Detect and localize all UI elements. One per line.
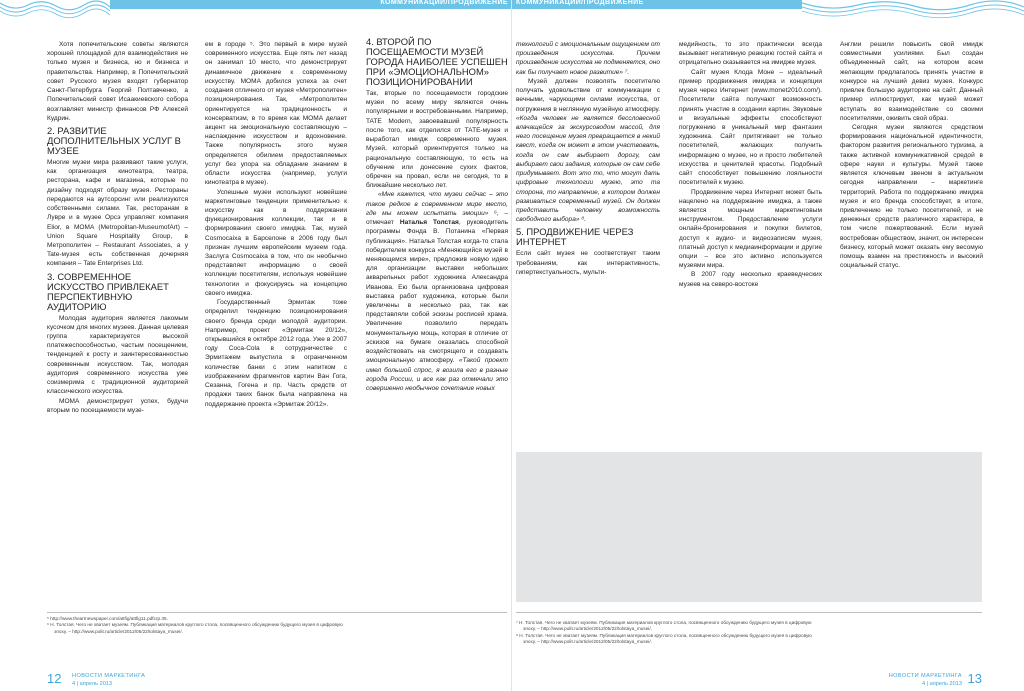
- paragraph: Так, вторые по посещаемости городские музеи по всему миру являются очень популярными и востребованными. Например, TATE Modern, завоевавший популярность после того, как отделился от TATE-музея и выработал имидж современного музея. Музей, который ориентируется только на рациональную составляющую, то есть на обучение или донесение сухих фактов, обречен на провал, если не сегодня, то в ближайшие несколько лет.: [366, 90, 508, 190]
- wave-decoration-icon: [0, 0, 110, 22]
- paragraph: Молодая аудитория является лакомым кусочком для многих музеев. Данная целевая группа характеризуется высокой платежеспособностью, частым посещением, тенденцией к росту и заинтересованностью современным искусством. Так, молодая аудитория современного искусства уже соизмерима с традиционной аудиторией классического искусства.: [47, 314, 188, 396]
- right-page: [512, 0, 1024, 691]
- section-heading: 3. СОВРЕМЕННОЕ ИСКУССТВО ПРИВЛЕКАЕТ ПЕРСПЕКТИВНУЮ АУДИТОРИЮ: [47, 270, 169, 312]
- page-number: 12: [47, 671, 62, 686]
- paragraph: Сайт музея Клода Моне – идеальный пример продвижения имиджа и концепции музея через Интернет (www.monet2010.com/). Посетители сайта получают возможность принять участие в создании картин. Звуковые и визуальные эффекты способствуют погружению в уникальный мир фантазии художника. Сайт притягивает не только посетителей, желающих получить информацию о музее, но и просто любителей искусства и ценителей красоты. Подобный сайт способствует повышению лояльности посетителей к музею.: [679, 68, 822, 187]
- quote-text: «Такой проект имел большой спрос, я возила его в разные города России, и все как раз отмечали это совершенно необычное сочетание новых: [366, 357, 508, 392]
- paragraph: Многие музеи мира развивают такие услуги, как организация кинотеатра, театра, ресторана, кафе и магазина, которые по дизайну подходят образу музея. Рестораны передаются на аутсорсинг или реализуются собственными силами. Так, ресторанам в Лувре и в музее Орсэ управляет компания Elior, в MOMA (Metropolitan-MuseumofArt) – Union Square Hospitality Group, в Метрополитен – Restaurant Associates, а у Tate-музея есть собственная дочерняя компания – Tate Enterprises Ltd.: [47, 158, 188, 268]
- footnote: эпоху. – http://www.polit.ru/article/2012/05/22/tolstaya_musei/.: [523, 626, 652, 632]
- paragraph: Хотя попечительские советы являются хорошей площадкой для взаимодействия не только музея и бизнеса, но и бизнеса и правительства. Например, в Попечительский совет Русского музея входят губернатор Санкт-Петербурга Георгий Полтавченко, а Попечительский совет Исаакиевского собора возглавляет министр финансов РФ Алексей Кудрин.: [47, 41, 188, 122]
- footnote-divider: [516, 612, 982, 613]
- journal-title: НОВОСТИ МАРКЕТИНГА: [888, 673, 962, 679]
- footnotes: [516, 620, 982, 646]
- paragraph: [516, 77, 660, 225]
- header-bar: [512, 0, 802, 9]
- footnote: ⁷ Н. Толстая. Чего не хватает музеям. Публикация материалов круглого стола, посвященного обсуждению будущего музея в цифровую: [516, 620, 812, 625]
- footnotes: [47, 616, 507, 635]
- paragraph: Продвижение через Интернет может быть нацелено на поддержание имиджа, а также является мощным маркетинговым инструментом. Предоставление услуги онлайн-бронирования и покупки билетов, доступ к аудио- и видеозаписям музея, платный доступ к медиаинформации и другие опции – все это активно используется музеями мира.: [679, 188, 822, 270]
- paragraph: Государственный Эрмитаж тоже определил тенденцию позиционирования своего бренда среди молодой аудитории. Например, проект «Эрмитаж 20/12», открывшийся в октябре 2012 года. Уже в 2007 году Coca-Cola в сотрудничестве с Эрмитажем выпустила в ограниченном количестве банки с этим напитком с изображением фрагментов картин Ван Гога, Сезанна, Гогена и пр. Часть средств от продажи таких банок была направлена на поддержание проекта «Эрмитаж 20/12».: [205, 299, 347, 408]
- paragraph: В 2007 году несколько краеведческих музеев на северо-востоке: [679, 271, 822, 288]
- paragraph: Успешные музеи используют новейшие маркетинговые тенденции применительно к искусству как в поддержании функционирования коллекции, так и в формировании своего имиджа. Так, музей Cosmocaixa в Барселоне в 2006 году был признан лучшим европейским музеем года. Заслуга Cosmocaixa в том, что он необычно представляет информацию о своей коллекции посетителям, используя новейшие технологии и фокусируясь на концепцию своего имиджа.: [205, 188, 347, 297]
- paragraph: медийность, то это практически всегда вызывает негативную реакцию гостей сайта и отрицательно сказывается на имидже музея.: [679, 41, 822, 67]
- image-placeholder: [516, 452, 982, 602]
- quote-text: «Мне кажется, что музеи сейчас – это такое редкое в современном мире место, где мы можем испытать эмоции» ⁶,: [366, 191, 508, 217]
- text-run: – отмечает: [366, 209, 508, 227]
- paragraph: MOMA демонстрирует успех, будучи вторым по посещаемости музе-: [47, 397, 188, 414]
- footnote-divider: [47, 612, 507, 613]
- left-column-3: [366, 37, 508, 393]
- footnote: эпоху. – http://www.polit.ru/article/2012/05/22/tolstaya_musei/.: [523, 639, 652, 645]
- paragraph: Сегодня музеи являются средством формирования национальной идентичности, фактором развития регионального туризма, а также активной коммуникативной средой в сфере науки и культуры. Музей также является ключевым звеном в актуальном сегодня направлении – маркетинге территорий. Работа по поддержанию имиджа музея и его бренда способствует, в итоге, привлечению не только посетителей, и не денежных средств различного характера, в том числе пожертвований. Если музей востребован обществом, значит, он интересен бизнесу, который может оказать ему весомую помощь взамен на престижность и высокий социальный статус.: [840, 123, 983, 270]
- text-run: , руководитель программы Фонда В. Потанина «Первая публикация». Наталья Толстая когда-то стала победителем конкурса «Меняющийся музей в меняющемся мире», предложив новую идею для организации выставки небольших акварельных работ художника Александра Иванова. Ею была организована цифровая выставка работ художника, которые были увеличены в несколько раз, так как представляли собой эскизы росписей храма. Увеличение позволило передать монументальную мощь, которая в отличие от эскизов на бумаге оказалась способной воздействовать на смотрящего и создавать эмоциональную атмосферу.: [366, 219, 508, 365]
- section-heading: 4. ВТОРОЙ ПО ПОСЕЩАЕМОСТИ МУЗЕЙ ГОРОДА НАИБОЛЕЕ УСПЕШЕН ПРИ «ЭМОЦИОНАЛЬНОМ» ПОЗИЦИОНИРОВАНИИ: [366, 36, 508, 87]
- section-heading: 2. РАЗВИТИЕ ДОПОЛНИТЕЛЬНЫХ УСЛУГ В МУЗЕЕ: [47, 124, 181, 156]
- paragraph: Если сайт музея не соответствует таким требованиям, как интерактивность, гипертекстуальность, мульти-: [516, 250, 660, 276]
- footnote: ⁵ http://www.theartnewspaper.com/attfig/attfig11.pdfcrp.35.: [47, 616, 168, 621]
- footnote: ⁸ Н. Толстая. Чего не хватает музеям. Публикация материалов круглого стола, посвященного обсуждению будущего музея в цифровую: [516, 632, 812, 638]
- text-run: Музей должен позволять посетителю получать удовольствие от коммуникации с вечными, чарующими силами искусства, от погружения в неглянную музейную атмосферу.: [516, 77, 660, 113]
- wave-decoration-icon: [802, 0, 1024, 22]
- section-label: КОММУНИКАЦИИ/ПРОДВИЖЕНИЕ: [516, 0, 644, 6]
- paragraph: Англии решили повысить свой имидж совместными усилиями. Был создан объединенный сайт, на котором всем желающим предлагалось принять участие в конкурсе на лучший девиз музея. Конкурс привлек большую аудиторию на сайт. Данный пример иллюстрирует, как музей может вступать во взаимодействие со своими посетителями, оживить свой образ.: [840, 41, 983, 122]
- footnote: ⁶ Н. Толстая. Чего не хватает музеям. Публикация материалов круглого стола, посвященного обсуждению будущего музея в цифровую: [47, 622, 343, 628]
- right-column-2: [679, 40, 822, 289]
- right-column-1: [516, 40, 660, 277]
- page-number: 13: [967, 671, 982, 686]
- issue-label: 4 | апрель 2013: [72, 681, 113, 687]
- journal-title: НОВОСТИ МАРКЕТИНГА: [72, 673, 146, 679]
- quote-text: «Когда человек не является бессловесной влачащейся за экскурсоводом массой, для него посещение музея превращается в некий квест, когда он может в этом участвовать, когда он сам выбирает дорогу, сам выбирает свои задания, которые он сам себе придумывает. Вот это то, что могут дать цифровые технологии музею, это та сторона, то направление, в котором должен развиваться современный музей. Он должен представить человеку возможность свободного выбора» ⁸.: [516, 114, 660, 224]
- footnote: эпоху. – http://www.polit.ru/article/2012/05/22/tolstaya_musei/.: [54, 628, 183, 634]
- paragraph: ем в городе ⁵. Это первый в мире музей современного искусства. Еще пять лет назад он занимал 10 место, что демонстрирует динамичное движение к современному искусству. MOMA добился успеха за счет создания отличного от музея «Метрополитен» позиционирования. Так, «Метрополитен ориентируется на традиционность и консерватизм, в то время как MOMA делает акцент на эмоциональную составляющую – наслаждение искусством и вдохновение. Также популярность этого музея определяется обилием предоставляемых услуг без упора на обладание знанием в области искусства (например, услуги кинотеатра в музее).: [205, 41, 347, 187]
- section-label: КОММУНИКАЦИИ/ПРОДВИЖЕНИЕ: [380, 0, 508, 6]
- left-column-2: [205, 40, 347, 409]
- quote-paragraph: [366, 190, 508, 393]
- section-heading: 5. ПРОДВИЖЕНИЕ ЧЕРЕЗ ИНТЕРНЕТ: [516, 226, 634, 248]
- quote-paragraph: технологий с эмоциональным ощущением от произведения искусства. Причем произведение искусства не подменяется, оно как бы получает новое развитие» ⁷.: [516, 41, 660, 76]
- right-column-3: [840, 40, 983, 270]
- left-column-1: [47, 40, 188, 415]
- header-bar: [110, 0, 512, 9]
- issue-label: 4 | апрель 2013: [921, 681, 962, 687]
- person-name: Наталья Толстая: [399, 219, 459, 227]
